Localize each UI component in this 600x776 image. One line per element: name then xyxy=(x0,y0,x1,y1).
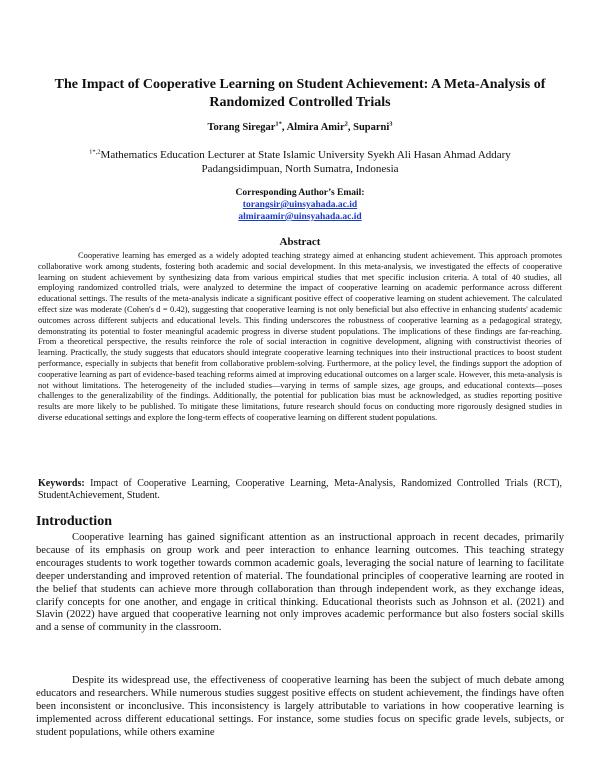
email-link[interactable]: torangsir@uinsyahada.ac.id xyxy=(242,200,358,210)
corresponding-author xyxy=(40,187,560,223)
author-sup: 3 xyxy=(389,120,393,128)
author-name: Torang Siregar xyxy=(207,122,276,133)
keywords-text: Impact of Cooperative Learning, Cooperative Learning, Meta-Analysis, Randomized Controlled Trials (RCT), StudentAchievement, Student. xyxy=(38,478,563,502)
intro-heading: Introduction xyxy=(36,514,112,529)
author-name: Suparni xyxy=(353,122,390,133)
author-name: Almira Amir xyxy=(286,122,345,133)
author-separator: , xyxy=(347,122,354,133)
author-separator: , xyxy=(281,122,287,133)
author-sup: 2 xyxy=(344,120,348,128)
affiliation-text: Mathematics Education Lecturer at State Islamic University Syekh Ali Hasan Ahmad Addary Padangsidimpuan, North Sumatra, Indonesia xyxy=(100,149,511,175)
corresponding-label: Corresponding Author’s Email: xyxy=(235,188,365,198)
author-list xyxy=(40,121,560,134)
keywords-label: Keywords: xyxy=(38,478,85,489)
email-link[interactable]: almiraamir@uinsyahada.ac.id xyxy=(238,212,362,222)
abstract-text: Cooperative learning has emerged as a widely adopted teaching strategy aimed at enhancing student achievement. This approach promotes collaborative work among students, fostering both academic and social development. In this meta-analysis, we investigated the effects of cooperative learning on student achievement by synthesizing data from various empirical studies that met specific inclusion criteria. A total of 40 studies, all employing randomized controlled trials, were analyzed to determine the impact of cooperative learning on academic performance across different educational settings. The results of the meta-analysis indicate a significant positive effect of cooperative learning on student achievement. The calculated effect size was moderate (Cohen's d = 0.42), suggesting that cooperative learning is not only beneficial but also effective in enhancing students' academic outcomes across different subjects and educational levels. This finding underscores the robustness of cooperative learning as a pedagogical strategy, demonstrating its potential to foster meaningful academic progress in diverse student populations. The implications of these findings are far-reaching. From a theoretical perspective, the results reinforce the role of social interaction in cognitive development, aligning with constructivist theories of learning. Practically, the study suggests that educators should integrate cooperative learning techniques into their instructional practices to boost student performance, especially in subjects that benefit from collaborative problem-solving. Furthermore, at the policy level, the findings support the adoption of cooperative learning as part of evidence-based teaching reforms aimed at improving educational outcomes on a larger scale. However, this meta-analysis is not without limitations. The heterogeneity of the included studies—varying in terms of sample sizes, age groups, and educational contexts—poses challenges to the generalizability of the findings. Additionally, the potential for publication bias must be acknowledged, as studies reporting positive results are more likely to be published. To mitigate these limitations, future research should focus on conducting more rigorously designed studies in diverse educational settings and explore the long-term effects of cooperative learning on different student populations. xyxy=(38,250,562,422)
keywords xyxy=(38,478,562,502)
intro-paragraph: Cooperative learning has gained significant attention as an instructional approach in recent decades, primarily because of its emphasis on group work and peer interaction to enhance learning outcomes. This teaching strategy encourages students to work together towards common academic goals, leveraging the social nature of learning to facilitate deeper understanding and improved retention of material. The foundational principles of cooperative learning are rooted in the belief that students can achieve more through collaboration than through independent work, as they exchange ideas, clarify concepts for one another, and engage in critical thinking. Educational theorists such as Johnson et al. (2021) and Slavin (2022) have argued that cooperative learning not only improves academic performance but also fosters social skills and a sense of community in the classroom. xyxy=(36,532,564,634)
affiliation-sup: 1*,2 xyxy=(89,148,101,156)
abstract-heading: Abstract xyxy=(279,236,321,248)
author-sup: 1* xyxy=(275,120,282,128)
intro-paragraph: Despite its widespread use, the effectiveness of cooperative learning has been the subject of much debate among educators and researchers. While numerous studies suggest positive effects on student achievement, the findings have often been inconsistent or inconclusive. This inconsistency is largely attributable to variations in how cooperative learning is implemented across different educational settings. For instance, some studies focus on specific grade levels, subjects, or student populations, while others examine xyxy=(36,675,564,738)
paper-title: The Impact of Cooperative Learning on Student Achievement: A Meta-Analysis of Randomized Controlled Trials xyxy=(54,77,546,110)
affiliation xyxy=(60,148,540,176)
